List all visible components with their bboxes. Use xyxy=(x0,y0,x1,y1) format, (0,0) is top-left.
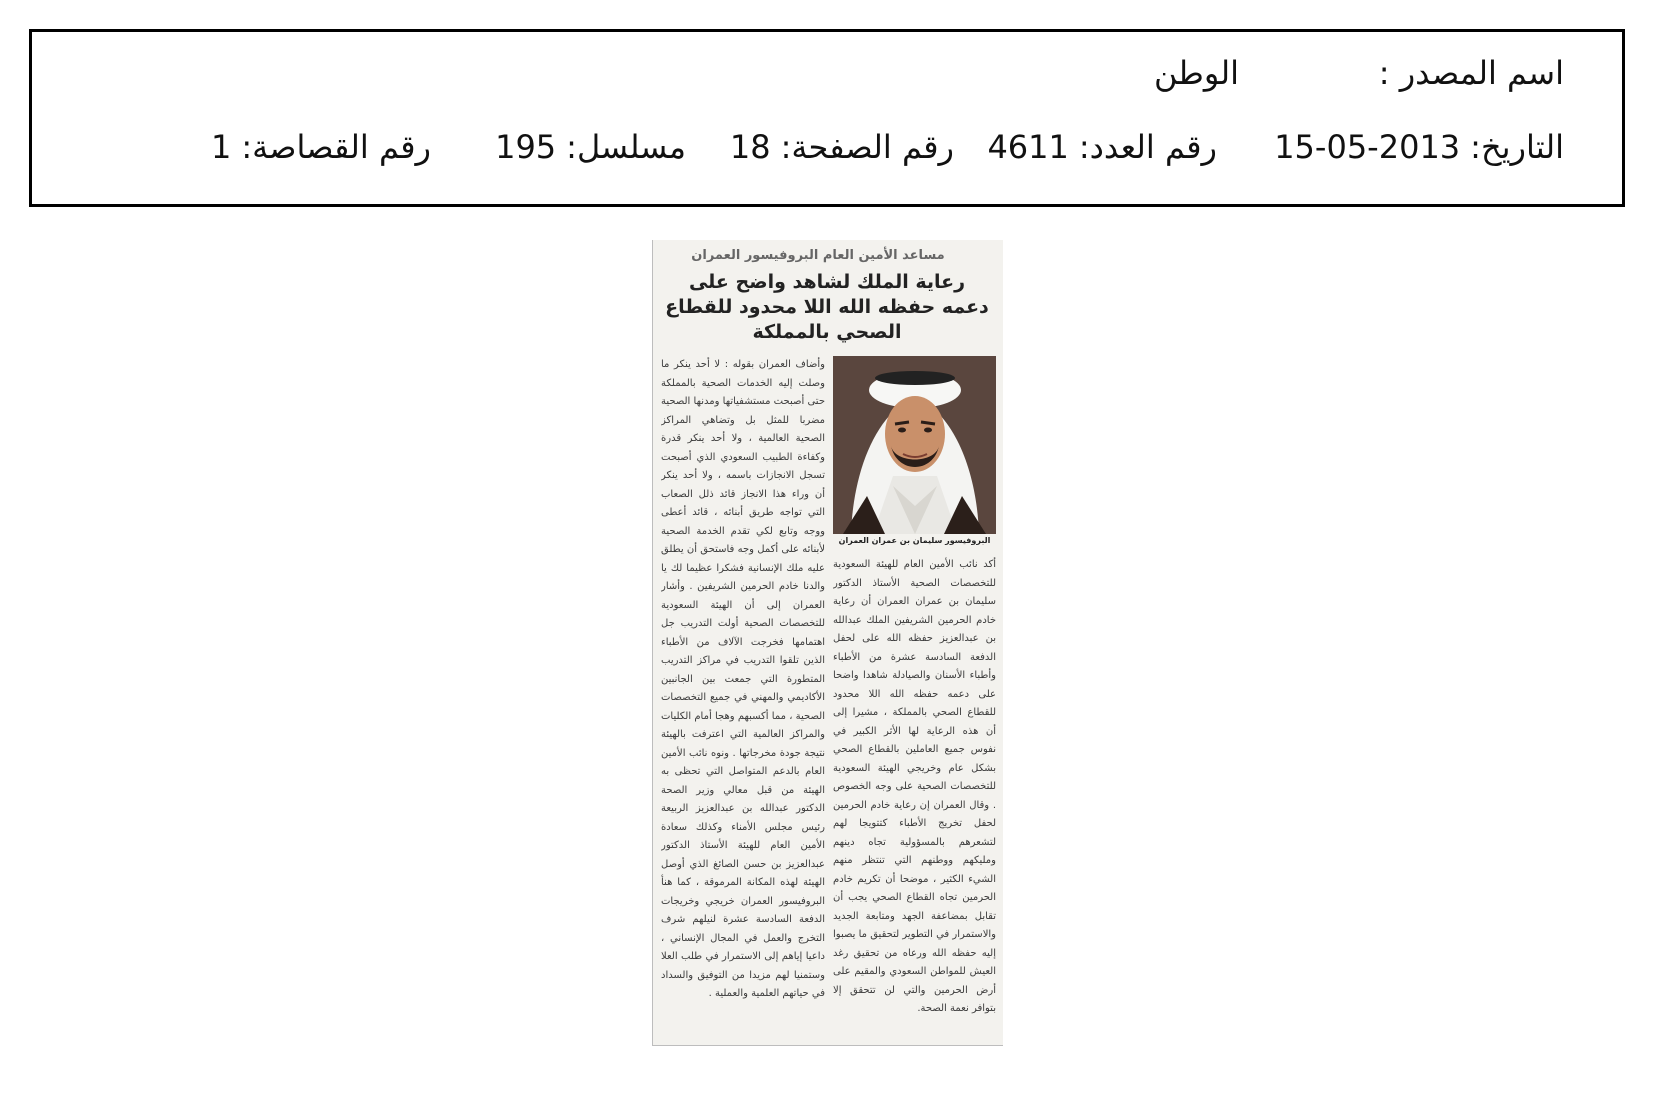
serial-field xyxy=(495,128,686,166)
serial-label: مسلسل: xyxy=(566,128,686,166)
source-label: اسم المصدر : xyxy=(1378,54,1564,92)
newspaper-clipping xyxy=(652,240,1003,1046)
portrait-photo xyxy=(833,356,996,534)
article-kicker: مساعد الأمين العام البروفيسور العمران xyxy=(691,248,945,263)
clipping-info-box xyxy=(29,29,1625,207)
clip-number-label: رقم القصاصة: xyxy=(241,128,431,166)
portrait-illustration xyxy=(833,356,996,534)
date-field xyxy=(1274,128,1564,166)
issue-value: 4611 xyxy=(987,128,1069,166)
serial-value: 195 xyxy=(495,128,557,166)
clip-number-value: 1 xyxy=(210,128,232,166)
article-column-right: أكد نائب الأمين العام للهيئة السعودية للتخصصات الصحية الأستاذ الدكتور سليمان بن عمران العمران أن رعاية خادم الحرمين الشريفين الملك عبدالله بن عبدالعزيز حفظه الله على لحفل الدفعة السادسة عشرة من الأطباء وأطباء الأسنان والصيادلة شاهدا واضحا على دعمه حفظه الله اللا محدود للقطاع الصحي بالمملكة ، مشيرا إلى أن هذه الرعاية لها الأثر الكبير في نفوس جميع العاملين بالقطاع الصحي بشكل عام وخريجي الهيئة السعودية للتخصصات الصحية على وجه الخصوص . وقال العمران إن رعاية خادم الحرمين لحفل تخريج الأطباء كتتويجا لهم لتشعرهم بالمسؤولية تجاه دينهم ومليكهم ووطنهم التي تنتظر منهم الشيء الكثير ، موضحا أن تكريم خادم الحرمين تجاه القطاع الصحي يجب أن تقابل بمضاعفة الجهد ومتابعة الجديد والاستمرار في التطوير لتحقيق ما يصبوا إليه حفظه الله ورعاه من تحقيق رغد العيش للمواطن السعودي والمقيم على أرض الحرمين والتي لن تتحقق إلا بتوافر نعمة الصحة. xyxy=(833,559,996,1014)
clip-number-field xyxy=(210,128,431,166)
date-label: التاريخ: xyxy=(1470,128,1564,166)
article-column-left: وأضاف العمران بقوله : لا أحد ينكر ما وصلت إليه الخدمات الصحية بالمملكة حتى أصبحت مستشفياتها ومدنها الصحية مضربا للمثل بل وتضاهي المراكز الصحية العالمية ، ولا أحد ينكر قدرة وكفاءة الطبيب السعودي الذي أصبحت تسجل الانجازات باسمه ، ولا أحد ينكر أن وراء هذا الانجاز قائد ذلل الصعاب التي تواجه طريق أبنائه ، قائد أعطى ووجه وتابع لكي تقدم الخدمة الصحية لأبنائه على أكمل وجه فاستحق أن يطلق عليه ملك الإنسانية فشكرا عظيما لك يا والدنا خادم الحرمين الشريفين . وأشار العمران إلى أن الهيئة السعودية للتخصصات الصحية أولت التدريب جل اهتمامها فخرجت الآلاف من الأطباء الذين تلقوا التدريب في مراكز التدريب المتطورة التي جمعت بين الجانبين الأكاديمي والمهني في جميع التخصصات الصحية ، مما أكسبهم وهجا أمام الكليات والمراكز العالمية التي اعترفت بالهيئة نتيجة جودة مخرجاتها . ونوه نائب الأمين العام بالدعم المتواصل التي تحظى به الهيئة من قبل معالي وزير الصحة الدكتور عبدالله بن عبدالعزيز الربيعة رئيس مجلس الأمناء وكذلك سعادة الأمين العام للهيئة الأستاذ الدكتور عبدالعزيز بن حسن الصائغ الذي أوصل الهيئة لهذه المكانة المرموقة ، كما هنأ البروفيسور العمران خريجي وخريجات الدفعة السادسة عشرة لنيلهم شرف التخرج والعمل في المجال الإنساني ، داعيا إياهم إلى الاستمرار في طلب العلا وستمنيا لهم مزيدا من التوفيق والسداد في حياتهم العلمية والعملية . xyxy=(661,359,825,999)
source-value: الوطن xyxy=(1154,54,1239,92)
issue-label: رقم العدد: xyxy=(1078,128,1217,166)
article-headline: رعاية الملك لشاهد واضح على دعمه حفظه الله اللا محدود للقطاع الصحي بالمملكة xyxy=(665,271,989,343)
date-value: 2013-05-15 xyxy=(1274,128,1461,166)
page-label: رقم الصفحة: xyxy=(780,128,954,166)
issue-field xyxy=(987,128,1217,166)
photo-caption: البروفيسور سليمان بن عمران العمران xyxy=(838,536,991,545)
page-value: 18 xyxy=(729,128,771,166)
page-field xyxy=(729,128,954,166)
